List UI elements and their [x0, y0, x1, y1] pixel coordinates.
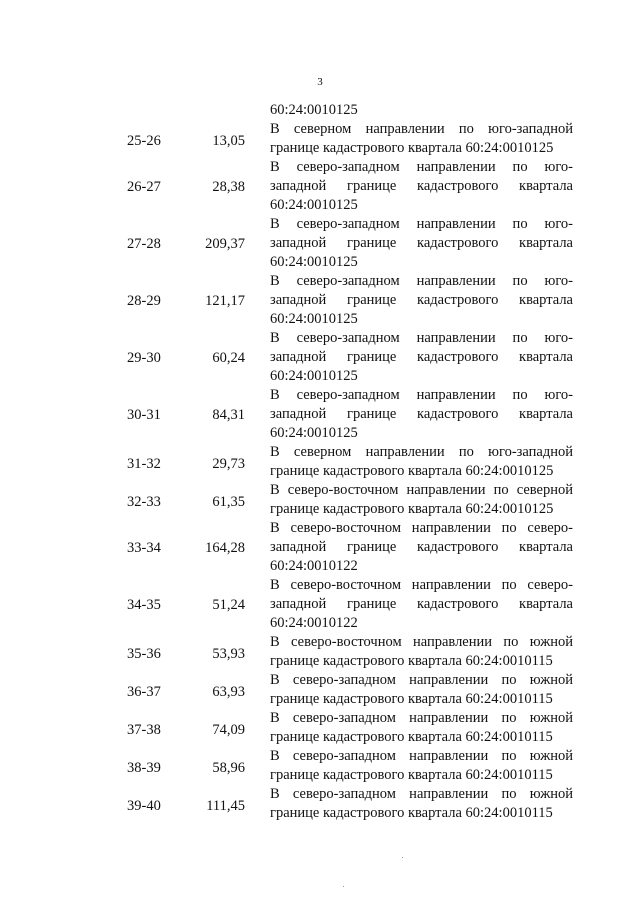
table-row: [0, 709, 640, 747]
segment-points: 36-37: [127, 684, 161, 700]
segment-length: 13,05: [212, 133, 245, 149]
table-row: [0, 576, 640, 633]
table-row: [0, 747, 640, 785]
segment-points: 35-36: [127, 646, 161, 662]
segment-description: В северо-западном направлении по южной границе кадастрового квартала 60:24:0010115: [270, 748, 573, 783]
segment-description: В северо-западном направлении по юго-западной границе кадастрового квартала 60:24:0010125: [270, 273, 573, 327]
segment-points: 31-32: [127, 456, 161, 472]
segment-length: 209,37: [205, 236, 245, 252]
segment-points: 29-30: [127, 350, 161, 366]
segment-points: 37-38: [127, 722, 161, 738]
table-row: [0, 329, 640, 386]
scan-speck: [343, 886, 344, 887]
segment-points: 33-34: [127, 540, 161, 556]
segment-points: 32-33: [127, 494, 161, 510]
segment-points: 30-31: [127, 407, 161, 423]
segment-length: 121,17: [205, 293, 245, 309]
table-row: [0, 120, 640, 158]
segment-points: 27-28: [127, 236, 161, 252]
segment-description: В северо-западном направлении по южной границе кадастрового квартала 60:24:0010115: [270, 786, 573, 821]
segment-length: 28,38: [212, 179, 245, 195]
segment-description: В северо-западном направлении по юго-западной границе кадастрового квартала 60:24:0010125: [270, 330, 573, 384]
segment-description: В северном направлении по юго-западной границе кадастрового квартала 60:24:0010125: [270, 121, 573, 156]
table-row: [0, 633, 640, 671]
segment-points: 34-35: [127, 597, 161, 613]
segment-length: 84,31: [212, 407, 245, 423]
segment-description: В северо-западном направлении по юго-западной границе кадастрового квартала 60:24:0010125: [270, 159, 573, 213]
table-row: [0, 272, 640, 329]
segment-description: В северном направлении по юго-западной границе кадастрового квартала 60:24:0010125: [270, 444, 573, 479]
scan-speck: [402, 857, 403, 858]
table-row: [0, 443, 640, 481]
segment-length: 51,24: [212, 597, 245, 613]
table-row: [0, 785, 640, 823]
segment-description: В северо-западном направлении по южной границе кадастрового квартала 60:24:0010115: [270, 672, 573, 707]
boundary-segments-table: [0, 120, 640, 823]
segment-length: 164,28: [205, 540, 245, 556]
table-row: [0, 481, 640, 519]
table-row: [0, 158, 640, 215]
table-row: [0, 519, 640, 576]
segment-points: 28-29: [127, 293, 161, 309]
segment-length: 61,35: [212, 494, 245, 510]
table-row: [0, 215, 640, 272]
segment-description: В северо-западном направлении по юго-западной границе кадастрового квартала 60:24:0010125: [270, 387, 573, 441]
segment-points: 39-40: [127, 798, 161, 814]
segment-description: В северо-восточном направлении по южной границе кадастрового квартала 60:24:0010115: [270, 634, 573, 669]
segment-points: 26-27: [127, 179, 161, 195]
segment-description: В северо-восточном направлении по северо-западной границе кадастрового квартала 60:24:0010122: [270, 520, 573, 574]
segment-length: 74,09: [212, 722, 245, 738]
page-number: 3: [317, 76, 323, 88]
segment-length: 60,24: [212, 350, 245, 366]
segment-length: 111,45: [206, 798, 245, 814]
segment-description: В северо-восточном направлении по северной границе кадастрового квартала 60:24:0010125: [270, 482, 573, 517]
segment-description: В северо-западном направлении по юго-западной границе кадастрового квартала 60:24:0010125: [270, 216, 573, 270]
table-row: [0, 671, 640, 709]
segment-length: 63,93: [212, 684, 245, 700]
segment-length: 29,73: [212, 456, 245, 472]
segment-description: В северо-западном направлении по южной границе кадастрового квартала 60:24:0010115: [270, 710, 573, 745]
segment-length: 53,93: [212, 646, 245, 662]
segment-points: 38-39: [127, 760, 161, 776]
segment-description: В северо-восточном направлении по северо-западной границе кадастрового квартала 60:24:0010122: [270, 577, 573, 631]
segment-points: 25-26: [127, 133, 161, 149]
segment-length: 58,96: [212, 760, 245, 776]
carried-over-text: 60:24:0010125: [270, 102, 358, 118]
table-row: [0, 386, 640, 443]
